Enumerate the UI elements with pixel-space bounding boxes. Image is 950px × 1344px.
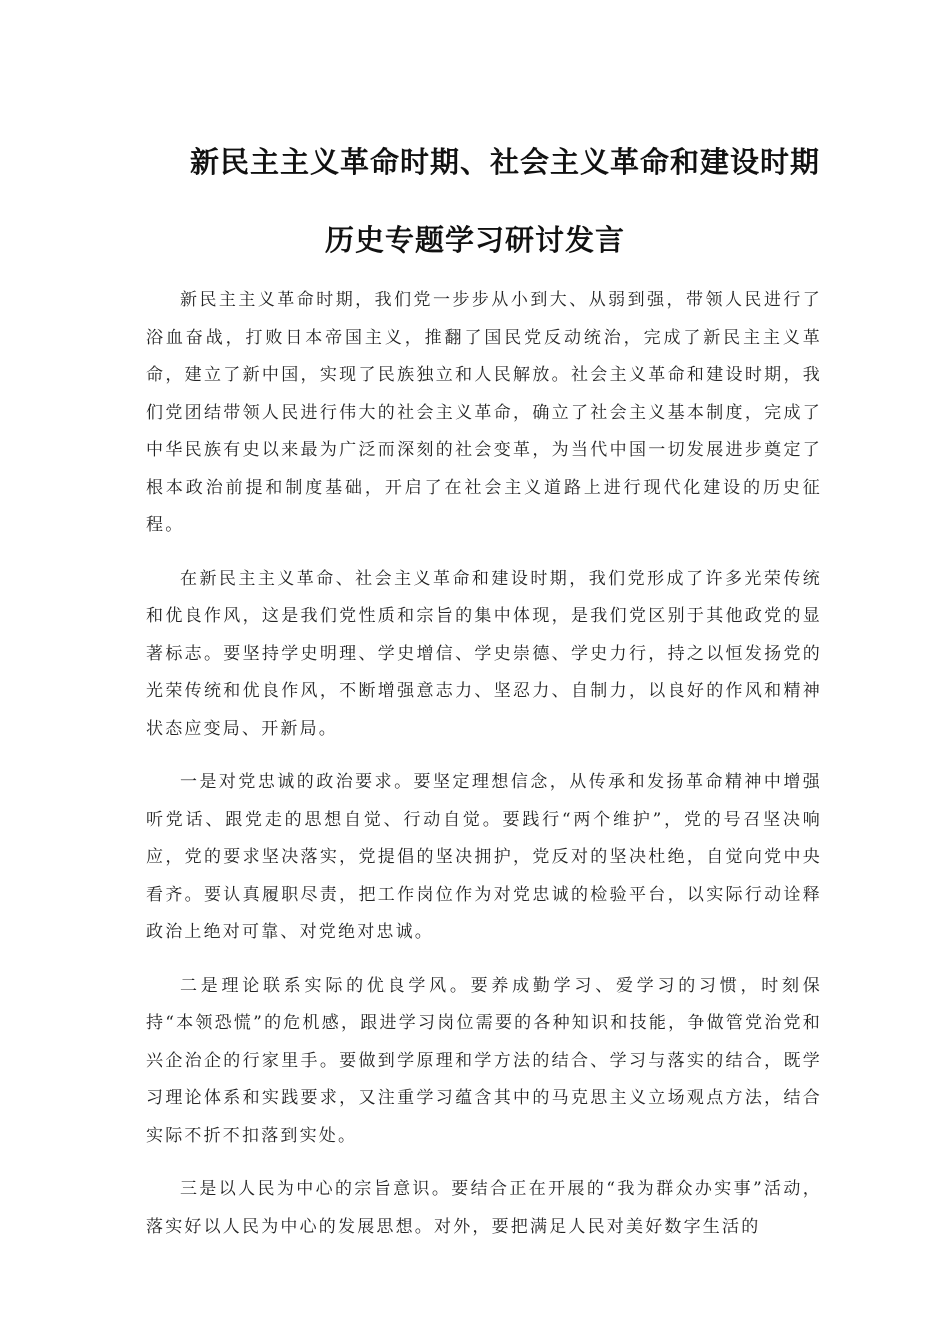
paragraph-2: 在新民主主义革命、社会主义革命和建设时期，我们党形成了许多光荣传统和优良作风，这是我们党性质和宗旨的集中体现，是我们党区别于其他政党的显著标志。要坚持学史明理、学史增信、学史崇德、学史力行，持之以恒发扬党的光荣传统和优良作风，不断增强意志力、坚忍力、自制力，以良好的作风和精神状态应变局、开新局。 xyxy=(146,568,822,739)
paragraph-1: 新民主主义革命时期，我们党一步步从小到大、从弱到强，带领人民进行了浴血奋战，打败日本帝国主义，推翻了国民党反动统治，完成了新民主主义革命，建立了新中国，实现了民族独立和人民解放。社会主义革命和建设时期，我们党团结带领人民进行伟大的社会主义革命，确立了社会主义基本制度，完成了中华民族有史以来最为广泛而深刻的社会变革，为当代中国一切发展进步奠定了根本政治前提和制度基础，开启了在社会主义道路上进行现代化建设的历史征程。 xyxy=(146,290,822,535)
paragraph-5: 三是以人民为中心的宗旨意识。要结合正在开展的“我为群众办实事”活动，落实好以人民为中心的发展思想。对外，要把满足人民对美好数字生活的 xyxy=(146,1179,822,1237)
document-title-line-1: 新民主主义革命时期、社会主义革命和建设时期 xyxy=(189,145,820,179)
paragraph-4: 二是理论联系实际的优良学风。要养成勤学习、爱学习的习惯，时刻保持“本领恐慌”的危机感，跟进学习岗位需要的各种知识和技能，争做管党治党和兴企治企的行家里手。要做到学原理和学方法的结合、学习与落实的结合，既学习理论体系和实践要求，又注重学习蕴含其中的马克思主义立场观点方法，结合实际不折不扣落到实处。 xyxy=(146,975,822,1146)
document-body xyxy=(146,282,822,1262)
paragraph-3: 一是对党忠诚的政治要求。要坚定理想信念，从传承和发扬革命精神中增强听党话、跟党走的思想自觉、行动自觉。要践行“两个维护”，党的号召坚决响应，党的要求坚决落实，党提倡的坚决拥护，党反对的坚决杜绝，自觉向党中央看齐。要认真履职尽责，把工作岗位作为对党忠诚的检验平台，以实际行动诠释政治上绝对可靠、对党绝对忠诚。 xyxy=(146,772,822,942)
document-title-line-2: 历史专题学习研讨发言 xyxy=(324,223,625,257)
